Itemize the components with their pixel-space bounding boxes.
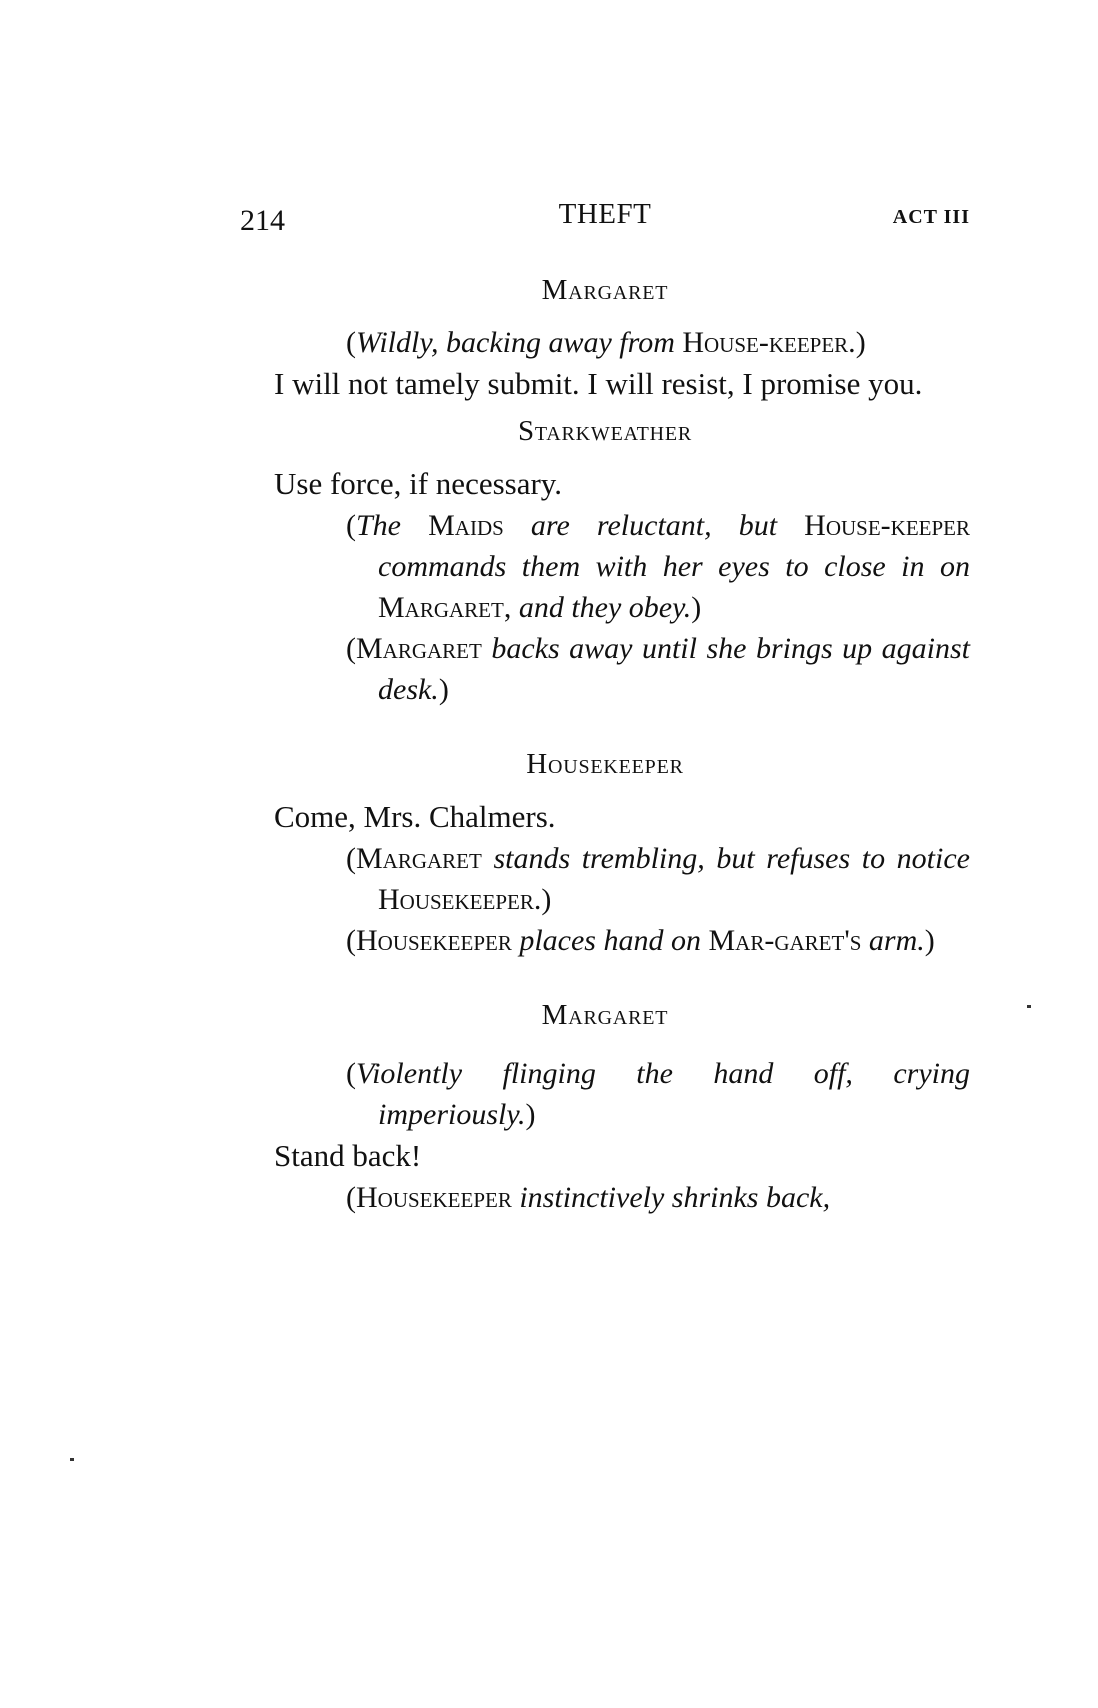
direction-text: instinctively shrinks back, <box>511 1181 831 1214</box>
running-title: THEFT <box>558 198 652 230</box>
direction-text: Wildly, backing away from <box>356 326 683 359</box>
direction-text: and they obey. <box>511 591 692 624</box>
direction-text: The <box>356 509 429 542</box>
dialogue-line: I will not tamely submit. I will resist, I promise you. <box>274 366 923 401</box>
page-number: 214 <box>240 204 285 237</box>
direction-text: commands them with her eyes to close in on <box>378 550 970 583</box>
speaker-name: Starkweather <box>517 415 693 447</box>
direction-text: stands trembling, but refuses to notice <box>481 842 970 875</box>
character-name: Margaret, <box>378 591 512 624</box>
paren: ) <box>691 591 702 624</box>
paren: ( <box>346 1057 356 1090</box>
paren: ( <box>346 1181 356 1214</box>
character-name: Maids <box>428 509 504 542</box>
character-name: Housekeeper <box>356 924 512 957</box>
stage-direction <box>346 838 970 920</box>
direction-text: Violently flinging the hand off, crying imperiously. <box>356 1057 970 1131</box>
dialogue-line: Stand back! <box>274 1138 422 1173</box>
paren: ( <box>346 632 356 665</box>
character-name: Margaret <box>356 842 482 875</box>
scan-speck <box>1027 1005 1031 1008</box>
character-name: House-keeper. <box>682 326 856 359</box>
paren: ) <box>525 1098 536 1131</box>
paren: ) <box>924 924 935 957</box>
character-name: Margaret <box>356 632 482 665</box>
stage-direction <box>346 322 970 363</box>
direction-text: arm. <box>861 924 925 957</box>
character-name: House-keeper <box>804 509 970 542</box>
stage-direction <box>346 505 970 628</box>
paren: ( <box>346 326 356 359</box>
stage-direction <box>346 1053 970 1135</box>
paren: ) <box>541 883 552 916</box>
speaker-name: Housekeeper <box>526 748 684 780</box>
stage-direction <box>346 920 970 961</box>
speaker-name: Margaret <box>541 999 669 1031</box>
paren: ( <box>346 842 356 875</box>
paren: ( <box>346 924 356 957</box>
play-text <box>240 270 970 1218</box>
paren: ) <box>438 673 449 706</box>
dialogue-line: Come, Mrs. Chalmers. <box>274 799 556 834</box>
direction-text: are reluctant, but <box>503 509 805 542</box>
stage-direction <box>346 1177 970 1218</box>
direction-text: backs away until she brings up against desk. <box>378 632 970 706</box>
stage-direction <box>346 628 970 710</box>
running-head <box>240 198 970 238</box>
character-name: Housekeeper <box>356 1181 512 1214</box>
character-name: Mar-garet's <box>708 924 862 957</box>
direction-text: places hand on <box>511 924 709 957</box>
paren: ) <box>855 326 866 359</box>
scan-speck <box>70 1458 74 1461</box>
paren: ( <box>346 509 356 542</box>
act-label: ACT III <box>892 206 970 228</box>
speaker-name: Margaret <box>541 274 669 306</box>
dialogue-line: Use force, if necessary. <box>274 466 563 501</box>
character-name: Housekeeper. <box>378 883 542 916</box>
